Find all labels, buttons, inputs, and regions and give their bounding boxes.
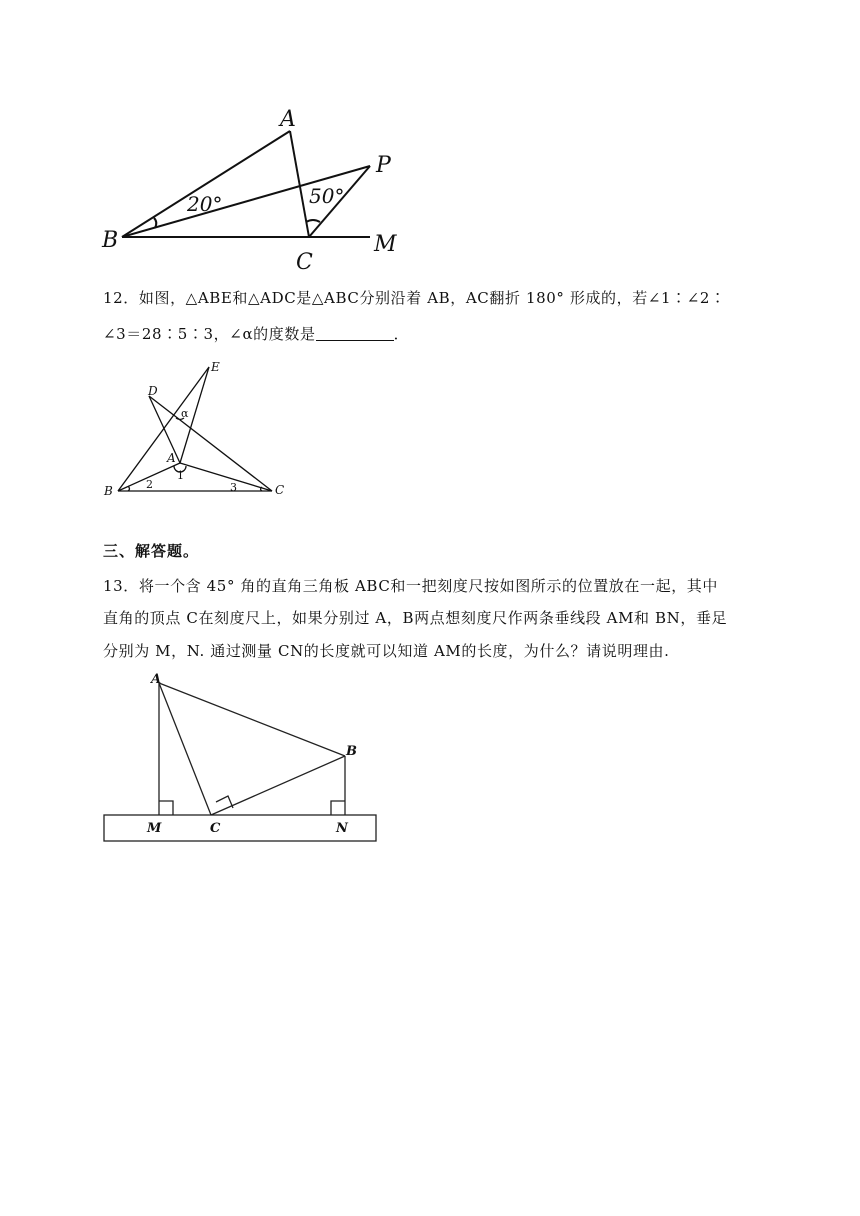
label-B: B — [104, 484, 113, 498]
label-angle-3: 3 — [230, 481, 237, 494]
right-angle-N — [331, 801, 345, 815]
line-CB — [211, 756, 345, 815]
label-A: A — [280, 107, 296, 132]
label-alpha: α — [181, 407, 189, 420]
label-B: B — [346, 744, 357, 759]
q12-line-2-end: ． — [393, 325, 410, 343]
label-A: A — [167, 451, 176, 465]
label-angle-2: 2 — [146, 478, 153, 491]
label-C: C — [210, 821, 221, 836]
q12-line-1: 12．如图，△ABE和△ADC是△ABC分别沿着 AB，AC翻折 180° 形成的，若∠1∶∠2∶ — [103, 289, 726, 307]
label-P: P — [376, 153, 391, 178]
angle-label-50: 50° — [309, 184, 345, 208]
label-N: N — [336, 821, 348, 836]
section-title: 三、解答题。 — [103, 542, 200, 560]
q13-line-1: 13．将一个含 45° 角的直角三角板 ABC和一把刻度尺按如图所示的位置放在一起，其中 — [103, 577, 718, 595]
line-AB — [159, 683, 345, 756]
label-angle-1: 1 — [177, 469, 184, 482]
angle-label-20: 20° — [187, 192, 223, 216]
label-E: E — [211, 360, 220, 374]
label-A: A — [151, 672, 162, 687]
q13-line-3: 分别为 M，N. 通过测量 CN的长度就可以知道 AM的长度，为什么？请说明理由. — [103, 642, 670, 660]
right-angle-M — [159, 801, 173, 815]
label-M: M — [374, 232, 397, 257]
line-AC — [159, 683, 211, 815]
label-D: D — [148, 384, 158, 398]
label-C: C — [296, 250, 313, 275]
q12-line-2-text: ∠3＝28∶5∶3，∠α的度数是 — [103, 325, 316, 343]
label-M: M — [147, 821, 162, 836]
label-C: C — [275, 483, 285, 497]
q13-line-2: 直角的顶点 C在刻度尺上，如果分别过 A，B两点想刻度尺作两条垂线段 AM和 BN，垂足 — [103, 609, 728, 627]
label-B: B — [102, 228, 119, 253]
